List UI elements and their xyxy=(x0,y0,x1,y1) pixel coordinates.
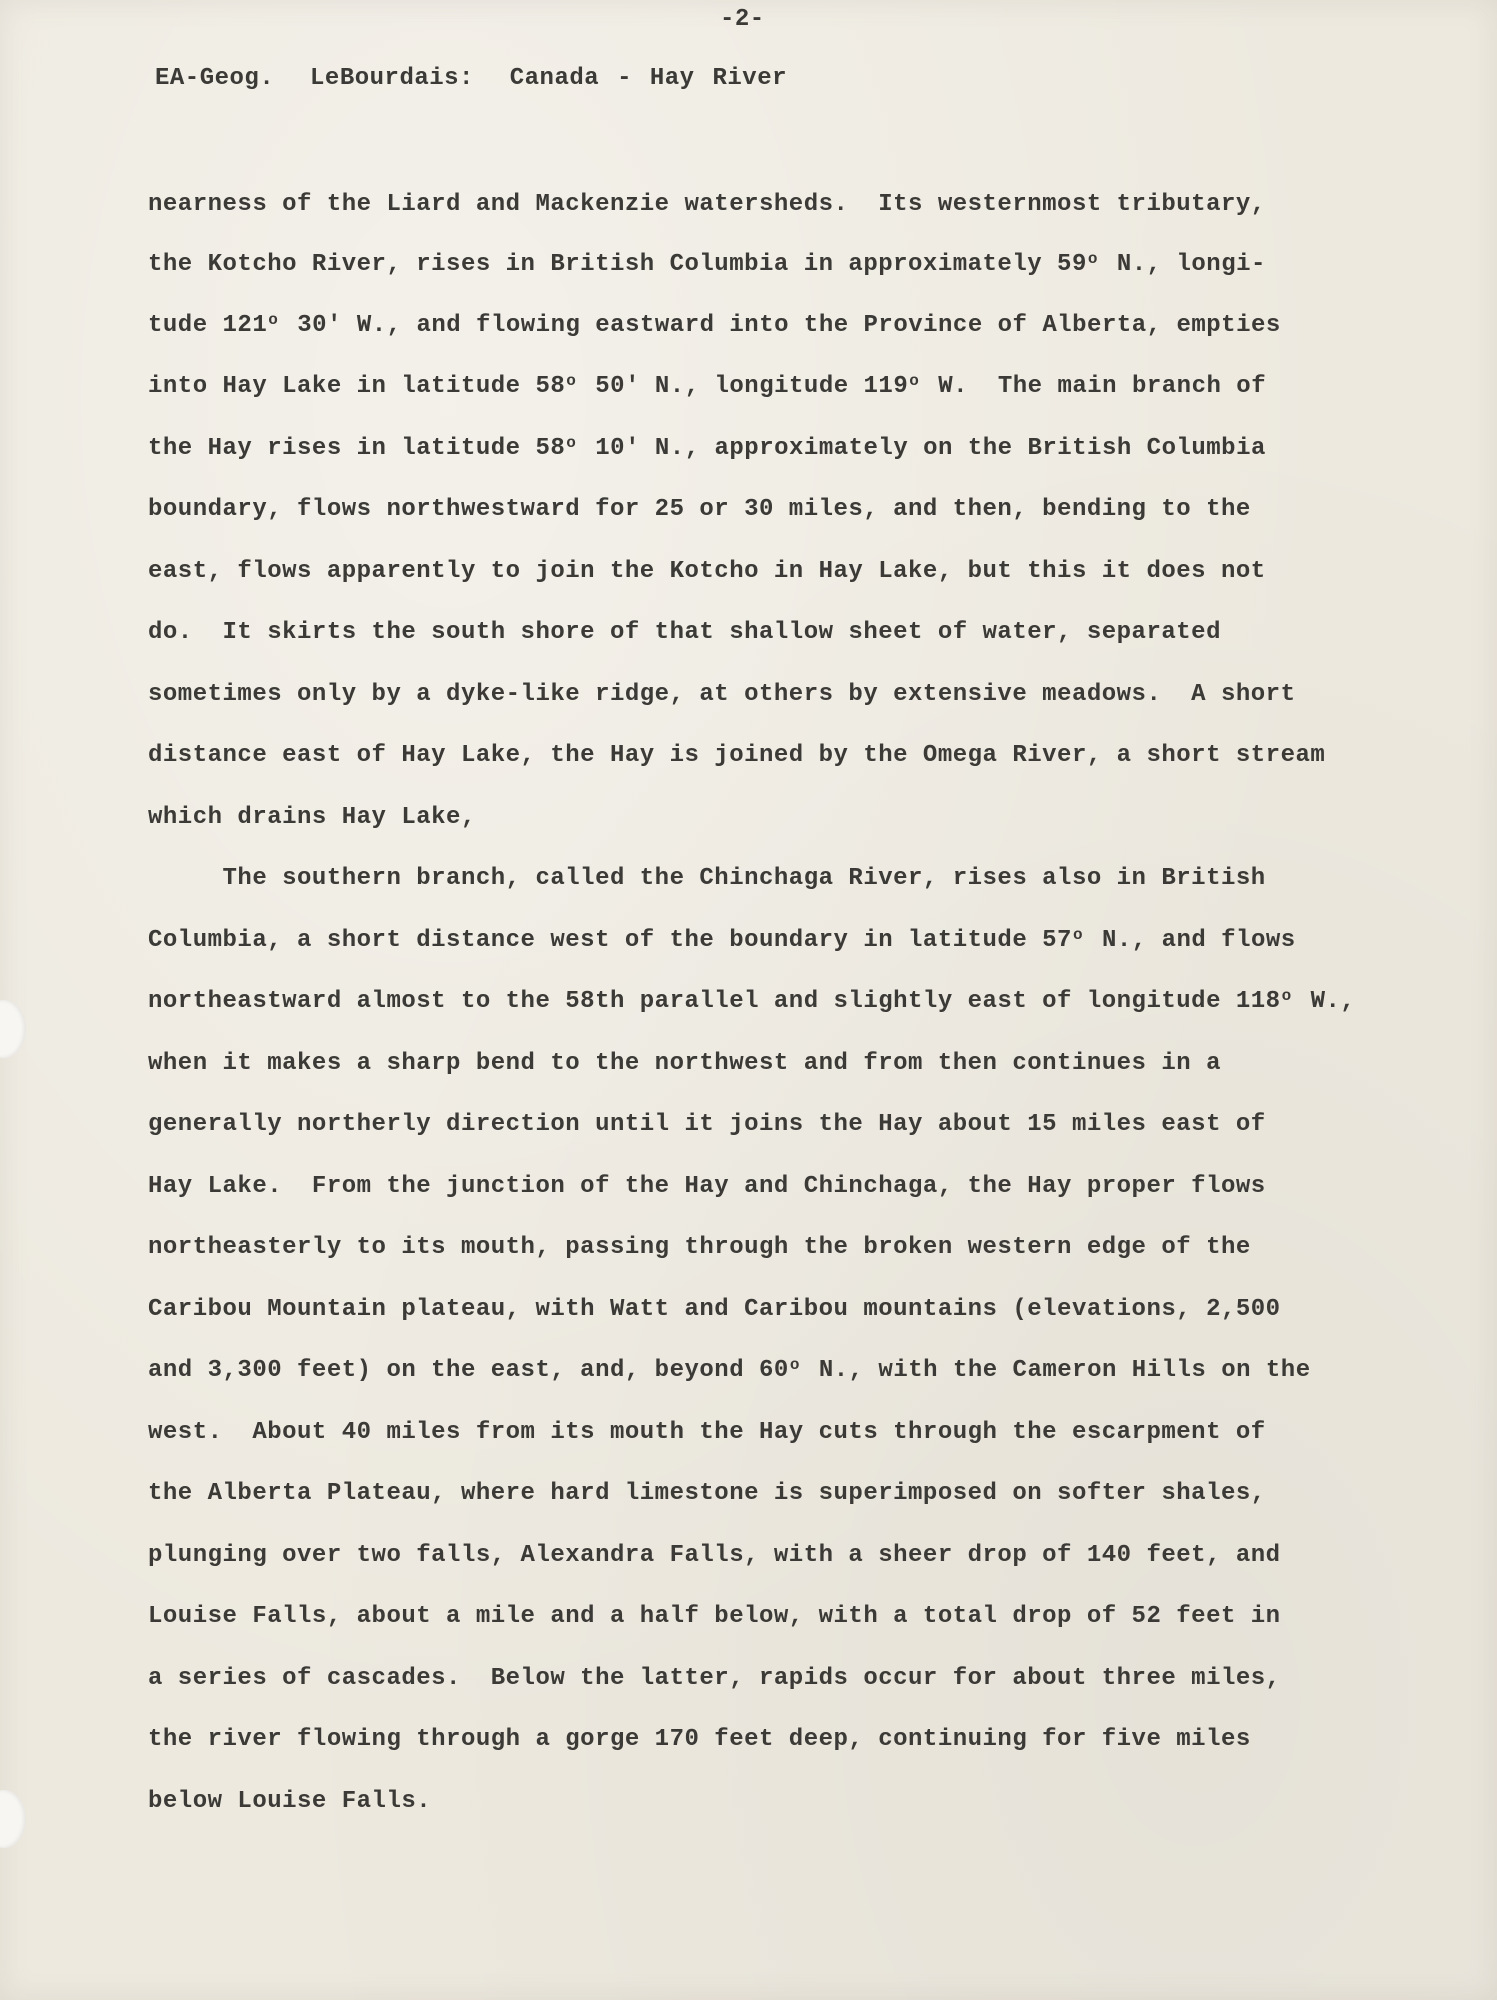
punch-hole xyxy=(0,1790,26,1848)
degree-symbol: o xyxy=(1087,250,1098,268)
text-line: the Kotcho River, rises in British Columbia in approximately 59$^o$ N., longi- xyxy=(148,250,1266,278)
text-line: and 3,300 feet) on the east, and, beyond 60$^o$ N., with the Cameron Hills on the xyxy=(148,1356,1311,1384)
page-number: -2- xyxy=(720,6,765,33)
degree-symbol: o xyxy=(1281,987,1292,1005)
text-line: below Louise Falls. xyxy=(148,1788,432,1815)
text-line: sometimes only by a dyke-like ridge, at others by extensive meadows. A short xyxy=(148,681,1296,708)
text-line: east, flows apparently to join the Kotcho in Hay Lake, but this it does not xyxy=(148,558,1266,585)
text-line: a series of cascades. Below the latter, rapids occur for about three miles, xyxy=(148,1665,1281,1692)
text-line: Caribou Mountain plateau, with Watt and Caribou mountains (elevations, 2,500 xyxy=(148,1296,1281,1323)
punch-hole xyxy=(0,1000,26,1058)
text-line: distance east of Hay Lake, the Hay is joined by the Omega River, a short stream xyxy=(148,742,1326,769)
text-line: Columbia, a short distance west of the boundary in latitude 57$^o$ N., and flows xyxy=(148,926,1296,954)
text-line: boundary, flows northwestward for 25 or 30 miles, and then, bending to the xyxy=(148,496,1251,523)
text-line: plunging over two falls, Alexandra Falls, with a sheer drop of 140 feet, and xyxy=(148,1542,1281,1569)
degree-symbol: o xyxy=(1072,926,1084,944)
document-header: EA-Geog. LeBourdais: Canada - Hay River xyxy=(155,65,787,92)
text-line: which drains Hay Lake, xyxy=(148,804,476,831)
degree-symbol: o xyxy=(566,372,577,390)
text-line: tude 121$^o$ 30' W., and flowing eastward into the Province of Alberta, empties xyxy=(148,311,1281,339)
text-line: into Hay Lake in latitude 58$^o$ 50' N., longitude 119$^o$ W. The main branch of xyxy=(148,372,1267,400)
text-line: Louise Falls, about a mile and a half below, with a total drop of 52 feet in xyxy=(148,1603,1281,1630)
text-line: do. It skirts the south shore of that shallow sheet of water, separated xyxy=(148,619,1221,646)
text-line: northeastward almost to the 58th parallel and slightly east of longitude 118$^o$ W., xyxy=(148,987,1356,1015)
text-line: generally northerly direction until it joins the Hay about 15 miles east of xyxy=(148,1111,1266,1138)
text-line: nearness of the Liard and Mackenzie watersheds. Its westernmost tributary, xyxy=(148,191,1266,218)
text-line: The southern branch, called the Chinchaga River, rises also in British xyxy=(148,865,1266,892)
text-line: the Hay rises in latitude 58$^o$ 10' N., approximately on the British Columbia xyxy=(148,434,1266,462)
degree-symbol: o xyxy=(789,1356,800,1374)
text-line: northeasterly to its mouth, passing through the broken western edge of the xyxy=(148,1234,1251,1261)
degree-symbol: o xyxy=(268,311,279,329)
text-line: the river flowing through a gorge 170 feet deep, continuing for five miles xyxy=(148,1726,1251,1753)
text-line: west. About 40 miles from its mouth the Hay cuts through the escarpment of xyxy=(148,1419,1266,1446)
degree-symbol: o xyxy=(566,434,577,452)
degree-symbol: o xyxy=(909,372,920,390)
text-line: when it makes a sharp bend to the northwest and from then continues in a xyxy=(148,1050,1221,1077)
text-line: the Alberta Plateau, where hard limestone is superimposed on softer shales, xyxy=(148,1480,1266,1507)
text-line: Hay Lake. From the junction of the Hay and Chinchaga, the Hay proper flows xyxy=(148,1173,1266,1200)
